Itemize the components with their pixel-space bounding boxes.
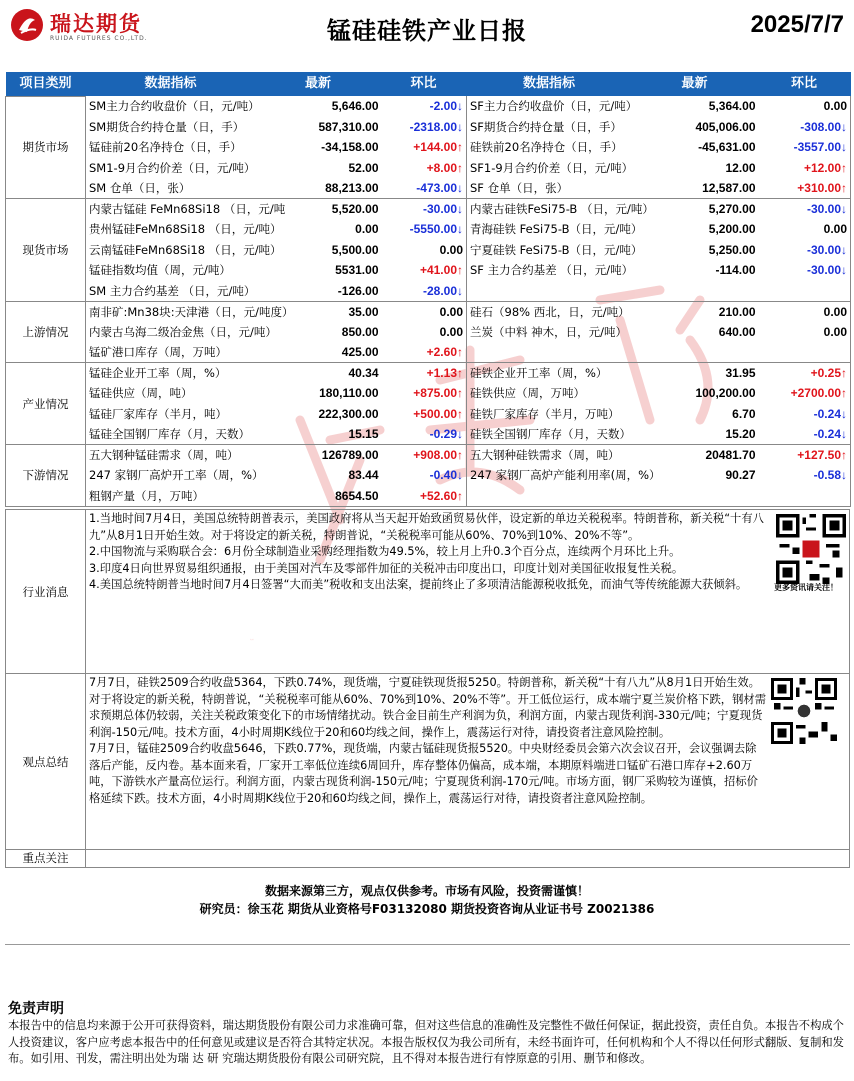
latest-value: 126789.00 [321, 448, 379, 462]
col-header-indicator-left: 数据指标 [86, 72, 256, 96]
row-category: 现货市场 [6, 199, 86, 302]
indicator-name: 宁夏硅铁 FeSi75-B（日，元/吨） [467, 240, 632, 261]
latest-value: 587,310.00 [318, 119, 379, 134]
change-value: -308.00↓ [758, 117, 851, 138]
indicator-name: 硅铁供应（周，万吨） [467, 383, 632, 404]
change-value: +310.00↑ [758, 178, 851, 199]
change-value: -30.00↓ [381, 199, 467, 220]
table-row [6, 363, 851, 384]
change-value: +12.00↑ [758, 158, 851, 179]
indicator-name: 硅石（98% 西北，日，元/吨） [467, 301, 632, 322]
view-category-label: 观点总结 [6, 674, 86, 849]
change-value: -28.00↓ [381, 281, 467, 302]
indicator-name: 兰炭（中料 神木，日，元/吨） [467, 322, 632, 343]
latest-value: 5,250.00 [708, 242, 756, 257]
change-value: 0.00 [758, 322, 851, 343]
row-category: 下游情况 [6, 445, 86, 507]
indicator-name: 锰硅供应（周，吨） [86, 383, 256, 404]
indicator-name: SM1-9月合约价差（日，元/吨） [86, 158, 256, 179]
indicator-name: SF期货合约持仓量（日，手） [467, 117, 632, 138]
table-row [6, 96, 851, 117]
change-value: -2.00↓ [381, 96, 467, 117]
table-row [6, 445, 851, 466]
latest-value: -45,631.00 [698, 140, 756, 155]
change-value: -30.00↓ [758, 260, 851, 281]
indicator-name: 五大钢种硅铁需求（周，吨） [467, 445, 632, 466]
indicator-name [467, 281, 632, 302]
col-header-change-right: 环比 [758, 72, 851, 96]
indicator-name: SM 仓单（日，张） [86, 178, 256, 199]
table-row [6, 301, 851, 322]
change-value: +908.00↑ [381, 445, 467, 466]
latest-value: 5,520.00 [331, 202, 379, 216]
viewpoint-section [5, 674, 850, 850]
change-value: 0.00 [381, 240, 467, 261]
change-value: +8.00↑ [381, 158, 467, 179]
change-value: -3557.00↓ [758, 137, 851, 158]
change-value: -2318.00↓ [381, 117, 467, 138]
wechat-qr-code-icon [771, 678, 837, 744]
news-item: 3.印度4日向世界贸易组织通报，由于美国对汽车及零部件加征的关税冲击印度出口，印度计划对美国征收报复性关税。 [89, 561, 684, 575]
change-value: +144.00↑ [381, 137, 467, 158]
table-row [6, 137, 851, 158]
change-value: -30.00↓ [758, 199, 851, 220]
indicator-name: 硅铁全国钢厂库存（月，天数） [467, 424, 632, 445]
latest-value: 5,270.00 [708, 202, 756, 216]
indicator-name: 粗钢产量（月，万吨） [86, 486, 256, 507]
divider [5, 944, 850, 945]
news-category-label: 行业消息 [6, 510, 86, 673]
change-value: -0.24↓ [758, 404, 851, 425]
indicator-name: SF主力合约收盘价（日，元/吨） [467, 96, 632, 117]
latest-value: 12.00 [725, 160, 756, 175]
qr-code-icon [776, 514, 846, 584]
indicator-name: 内蒙古乌海二级冶金焦（日，元/吨） [86, 322, 256, 343]
source-note [0, 882, 854, 918]
table-row [6, 117, 851, 138]
indicator-name: 五大钢种锰硅需求（周，吨） [86, 445, 256, 466]
latest-value: 640.00 [718, 324, 756, 339]
indicator-name: 内蒙古锰硅 FeMn68Si18 （日，元/吨 [86, 199, 256, 220]
latest-value: 405,006.00 [695, 119, 756, 134]
latest-value: 210.00 [718, 304, 756, 319]
latest-value: 35.00 [348, 304, 379, 319]
change-value: -473.00↓ [381, 178, 467, 199]
latest-value [632, 342, 758, 363]
latest-value: 12,587.00 [632, 178, 758, 199]
latest-value: 31.95 [725, 366, 756, 380]
col-header-indicator-right: 数据指标 [467, 72, 632, 96]
col-header-category: 项目类别 [6, 72, 86, 96]
change-value: +127.50↑ [758, 445, 851, 466]
latest-value: 5,500.00 [331, 242, 379, 257]
indicator-name: 锰硅企业开工率（周，%） [86, 363, 256, 384]
change-value: +500.00↑ [381, 404, 467, 425]
latest-value: 5,646.00 [331, 99, 379, 114]
source-line-1: 数据来源第三方，观点仅供参考。市场有风险，投资需谨慎！ [264, 884, 589, 898]
indicator-name: 云南锰硅FeMn68Si18 （日，元/吨） [86, 240, 256, 261]
indicator-name: 247 家钢厂高炉产能利用率(周，%） [467, 465, 632, 486]
change-value: 0.00 [381, 322, 467, 343]
latest-value: -34,158.00 [321, 140, 379, 155]
view-paragraph: 7月7日，锰硅2509合约收盘5646，下跌0.77%，现货端，内蒙古锰硅现货报5520。中央财经委员会第六次会议召开，会议强调去除落后产能，反内卷。基本面来看，厂家开工率低位连续6周回升，库存整体仍偏高，成本端，本期原料端进口锰矿石港口库存+2.60万吨，下游铁水产量高位运行。利润方面，内蒙古现货利润-150元/吨；宁夏现货利润-170元/吨。市场方面，钢厂采购较为谨慎，招标价格延续下跌。技术方面，4小时周期K线位于20和60均线之间，操作上，震荡运行对待，请投资者注意风险控制。 [89, 742, 758, 805]
latest-value: 5531.00 [335, 263, 379, 278]
indicator-name: 247 家钢厂高炉开工率（周，%） [86, 465, 256, 486]
col-header-change-left: 环比 [381, 72, 467, 96]
latest-value: 52.00 [348, 160, 379, 175]
indicator-name: 青海硅铁 FeSi75-B（日，元/吨） [467, 219, 632, 240]
disclaimer-title: 免责声明 [8, 1001, 64, 1017]
news-item: 1.当地时间7月4日，美国总统特朗普表示，美国政府将从当天起开始致函贸易伙伴，设定新的单边关税税率。特朗普称，新关税“十有八九”从8月1日开始生效。对于将设定的新关税，特朗普说，“关税税率可能从60%、70%到10%、20%不等”。 [89, 512, 764, 542]
view-paragraph: 7月7日，硅铁2509合约收盘5364，下跌0.74%，现货端，宁夏硅铁现货报5250。特朗普称，新关税“十有八九”从8月1日开始生效。对于将设定的新关税，特朗普说，“关税税率可能从60%、70%到10%、20%不等”。开工低位运行，成本端宁夏兰炭价格下跌，钢材需求预期总体仍较弱，关注关税政策变化下的市场情绪扰动。铁合金目前生产利润为负，利润方面，内蒙古现货利润-330元/吨；宁夏现货利润-150元/吨。技术方面，4小时周期K线位于20和60均线之间，操作上，震荡运行对待，请投资者注意风险控制。 [89, 676, 766, 739]
change-value: 0.00 [381, 301, 467, 322]
col-header-latest-right: 最新 [632, 72, 758, 96]
indicator-name: 锰硅全国钢厂库存（月，天数） [86, 424, 256, 445]
latest-value: 100,200.00 [695, 386, 756, 401]
indicator-name: 硅铁厂家库存（半月，万吨） [467, 404, 632, 425]
table-row [6, 260, 851, 281]
view-body [89, 675, 766, 807]
change-value: -0.40↓ [381, 465, 467, 486]
change-value: +2700.00↑ [758, 383, 851, 404]
latest-value: 90.27 [725, 468, 756, 483]
indicator-name: SF1-9月合约价差（日，元/吨） [467, 158, 632, 179]
logo-cn-text: 瑞达期货 [50, 12, 142, 36]
change-value: 0.00 [758, 96, 851, 117]
indicator-name: 贵州锰硅FeMn68Si18 （日，元/吨） [86, 219, 256, 240]
indicator-name: SM主力合约收盘价（日，元/吨） [86, 96, 256, 117]
indicator-name: SF 仓单（日，张） [467, 178, 632, 199]
change-value: +0.25↑ [758, 363, 851, 384]
change-value: -0.29↓ [381, 424, 467, 445]
row-category: 期货市场 [6, 96, 86, 199]
latest-value: 222,300.00 [318, 406, 379, 421]
change-value: -0.58↓ [758, 465, 851, 486]
logo-en-text: RUIDA FUTURES CO.,LTD. [50, 35, 148, 42]
latest-value: -126.00 [256, 281, 381, 302]
change-value: +52.60↑ [381, 486, 467, 507]
change-value: +1.13↑ [381, 363, 467, 384]
indicator-name [467, 342, 632, 363]
latest-value: 5,200.00 [708, 222, 756, 237]
latest-value: 0.00 [355, 222, 379, 237]
change-value: +875.00↑ [381, 383, 467, 404]
change-value [758, 342, 851, 363]
indicator-name: SM 主力合约基差 （日，元/吨） [86, 281, 256, 302]
indicator-name: 锰硅前20名净持仓（日，手） [86, 137, 256, 158]
news-body [89, 511, 769, 594]
latest-value: 850.00 [341, 324, 379, 339]
change-value [758, 281, 851, 302]
source-line-2: 研究员：徐玉花 期货从业资格号F03132080 期货投资咨询从业证书号 Z0021386 [199, 902, 655, 916]
latest-value: 15.15 [256, 424, 381, 445]
change-value: -0.24↓ [758, 424, 851, 445]
table-row [6, 342, 851, 363]
industry-news-section [5, 509, 850, 674]
table-row [6, 404, 851, 425]
indicator-name: 硅铁企业开工率（周，%） [467, 363, 632, 384]
table-row [6, 465, 851, 486]
latest-value: 40.34 [348, 366, 379, 380]
change-value: +41.00↑ [381, 260, 467, 281]
indicator-name: 锰矿港口库存（周，万吨） [86, 342, 256, 363]
latest-value: -114.00 [715, 263, 756, 278]
indicator-name: SF 主力合约基差 （日，元/吨） [467, 260, 632, 281]
focus-category-label: 重点关注 [6, 850, 86, 867]
table-row [6, 486, 851, 507]
latest-value: 83.44 [348, 468, 379, 483]
watermark-text: 瑞达研究 [250, 640, 254, 641]
news-item: 2.中国物流与采购联合会：6月份全球制造业采购经理指数为49.5%，较上月上升0.3个百分点，连续两个月环比上升。 [89, 545, 681, 558]
latest-value: 6.70 [732, 406, 756, 421]
latest-value: 88,213.00 [256, 178, 381, 199]
latest-value: 20481.70 [705, 448, 756, 462]
indicator-name [467, 486, 632, 507]
report-header [0, 0, 854, 52]
table-row [6, 158, 851, 179]
table-row [6, 424, 851, 445]
table-row [6, 219, 851, 240]
col-header-latest-left: 最新 [256, 72, 381, 96]
change-value: 0.00 [758, 301, 851, 322]
latest-value: 8654.50 [256, 486, 381, 507]
table-row [6, 240, 851, 261]
latest-value: 180,110.00 [319, 386, 379, 401]
latest-value [632, 486, 758, 507]
row-category: 产业情况 [6, 363, 86, 445]
change-value [758, 486, 851, 507]
row-category: 上游情况 [6, 301, 86, 363]
indicator-name: 硅铁前20名净持仓（日，手） [467, 137, 632, 158]
table-row [6, 322, 851, 343]
data-table [5, 72, 851, 507]
latest-value: 5,364.00 [708, 99, 756, 114]
latest-value: 15.20 [632, 424, 758, 445]
change-value: +2.60↑ [381, 342, 467, 363]
disclaimer-body: 本报告中的信息均来源于公开可获得资料，瑞达期货股份有限公司力求准确可靠，但对这些信息的准确性及完整性不做任何保证，据此投资，责任自负。本报告不构成个人投资建议，客户应考虑本报告中的任何意见或建议是否符合其特定状况。本报告版权仅为我公司所有，未经书面许可，任何机构和个人不得以任何形式翻版、复制和发布。如引用、刊发，需注明出处为瑞 达 研 究瑞达期货股份有限公司研究院，且不得对本报告进行有悖原意的引用、删节和修改。 [8, 1019, 844, 1065]
report-date: 2025/7/7 [750, 11, 844, 38]
change-value: -30.00↓ [758, 240, 851, 261]
qr-caption: 更多资讯请关注！ [774, 583, 838, 592]
indicator-name: 锰硅指数均值（周，元/吨） [86, 260, 256, 281]
table-row [6, 199, 851, 220]
table-header-row [6, 72, 851, 96]
indicator-name: 南非矿:Mn38块:天津港（日，元/吨度） [86, 301, 256, 322]
change-value: -5550.00↓ [381, 219, 467, 240]
key-focus-section [5, 850, 850, 868]
news-item: 4.美国总统特朗普当地时间7月4日签署“大而美”税收和支出法案，提前终止了多项清洁能源税收抵免，而油气等传统能源大获倾斜。 [89, 578, 748, 591]
indicator-name: SM期货合约持仓量（日，手） [86, 117, 256, 138]
indicator-name: 内蒙古硅铁FeSi75-B （日，元/吨） [467, 199, 632, 220]
change-value: 0.00 [758, 219, 851, 240]
latest-value: 425.00 [256, 342, 381, 363]
report-title: 锰硅硅铁产业日报 [327, 17, 527, 45]
table-row [6, 383, 851, 404]
indicator-name: 锰硅厂家库存（半月，吨） [86, 404, 256, 425]
latest-value [632, 281, 758, 302]
table-row [6, 281, 851, 302]
table-row [6, 178, 851, 199]
